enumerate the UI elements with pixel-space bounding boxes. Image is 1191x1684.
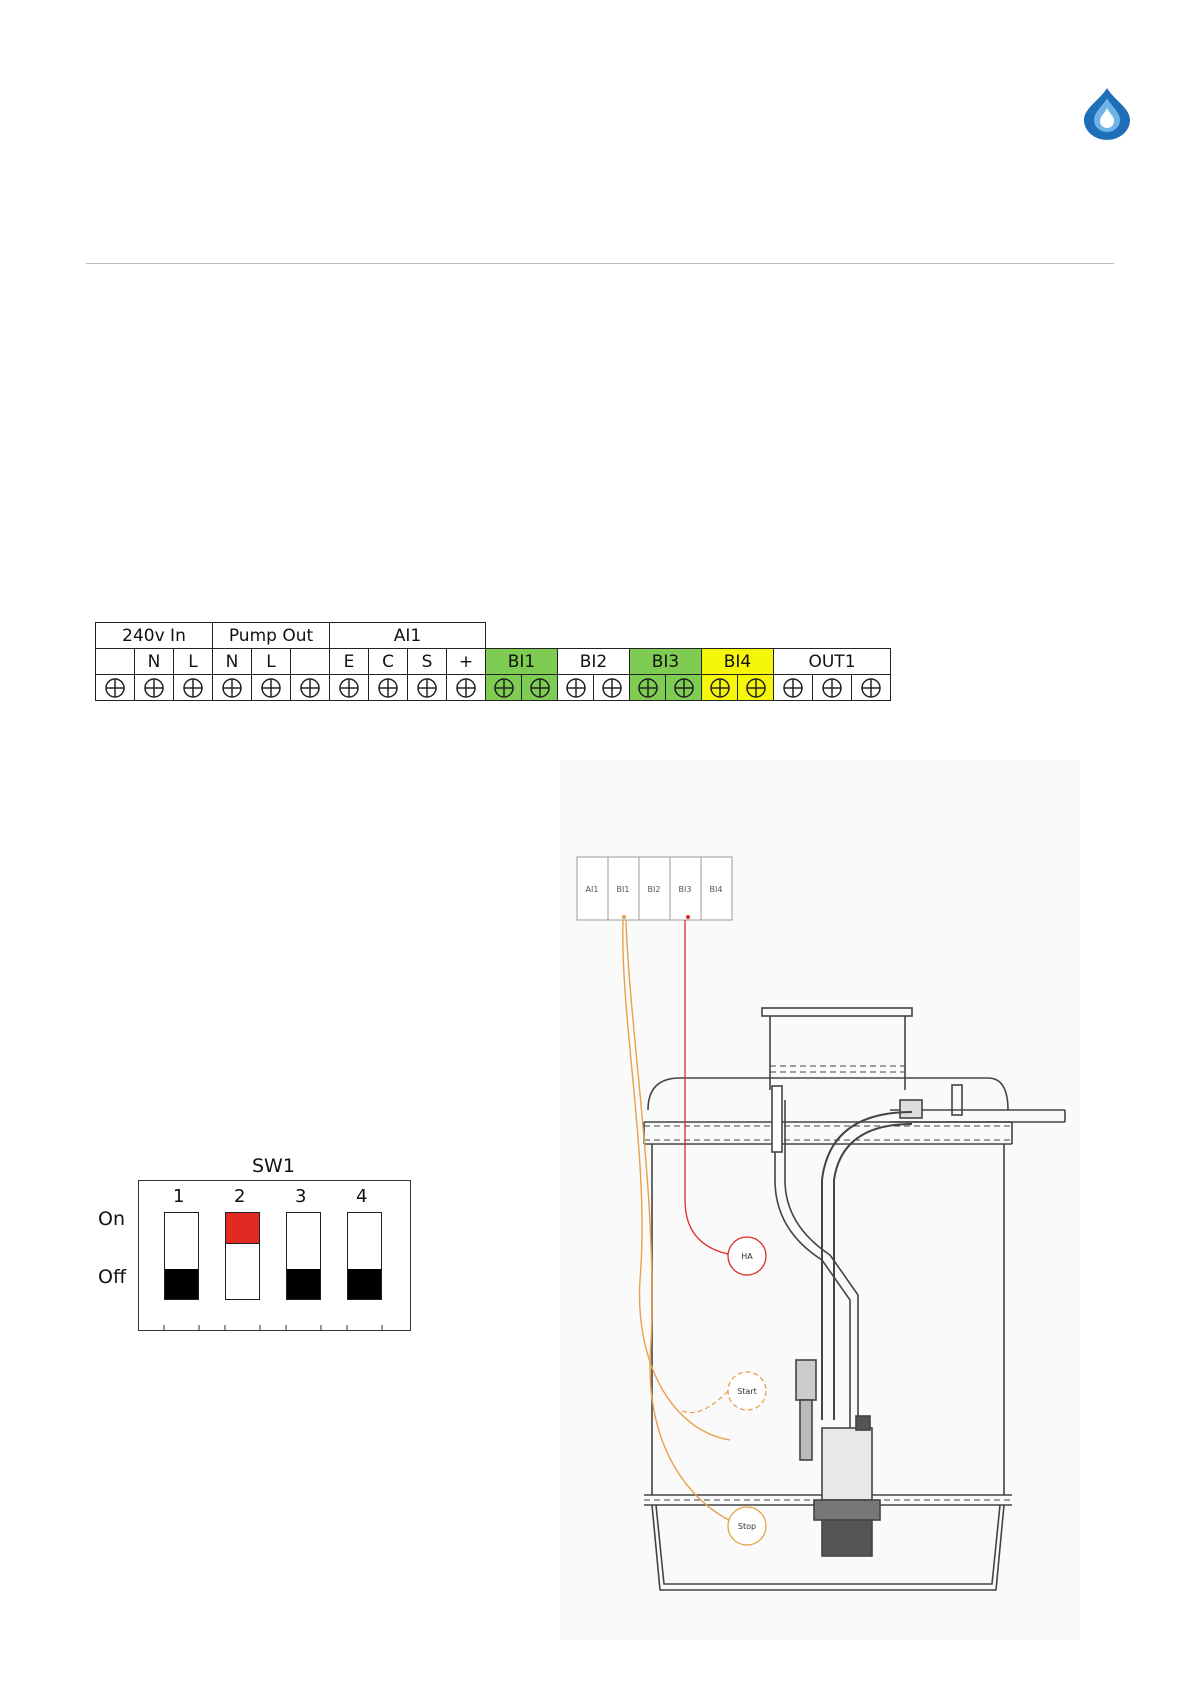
screw-terminal: [252, 675, 291, 701]
screw-icon: [143, 677, 165, 699]
switch-number-3: 3: [295, 1186, 307, 1207]
dip-switch-knob: [287, 1269, 320, 1299]
screw-icon: [493, 677, 515, 699]
input-label-bi1: BI1: [616, 885, 630, 894]
input-label-bi3: BI3: [678, 885, 692, 894]
screw-icon: [601, 677, 623, 699]
switch-number-2: 2: [234, 1186, 246, 1207]
screw-icon: [860, 677, 882, 699]
dip-switch-3[interactable]: [286, 1212, 321, 1300]
screw-terminal: [291, 675, 330, 701]
screw-terminal: [408, 675, 447, 701]
screw-icon: [104, 677, 126, 699]
switch-number-4: 4: [356, 1186, 368, 1207]
switch-title: SW1: [252, 1155, 295, 1177]
screw-icon: [673, 677, 695, 699]
dip-switch-knob: [165, 1269, 198, 1299]
label-n-out: N: [213, 649, 252, 675]
terminal-label-row: [96, 649, 891, 675]
header-divider: [86, 263, 1114, 264]
label-out1: OUT1: [774, 649, 891, 675]
switch-number-1: 1: [173, 1186, 185, 1207]
switch-on-label: On: [98, 1208, 125, 1230]
screw-icon: [709, 677, 731, 699]
label-blank-2: [291, 649, 330, 675]
float-label-stop: Stop: [737, 1522, 757, 1531]
screw-icon: [182, 677, 204, 699]
dip-switch-knob: [348, 1269, 381, 1299]
screw-icon: [565, 677, 587, 699]
terminal-block-table: [95, 622, 891, 701]
label-bi1: BI1: [486, 649, 558, 675]
screw-terminal: [96, 675, 135, 701]
label-blank-1: [96, 649, 135, 675]
dip-switch-2[interactable]: [225, 1212, 260, 1300]
label-bi4: BI4: [702, 649, 774, 675]
switch-off-label: Off: [98, 1266, 127, 1288]
label-e: E: [330, 649, 369, 675]
screw-icon: [377, 677, 399, 699]
screw-terminal: [702, 675, 738, 701]
terminal-screw-row: [96, 675, 891, 701]
dip-switch-4[interactable]: [347, 1212, 382, 1300]
level-control-diagram: [560, 760, 1080, 1640]
float-label-start: Start: [737, 1387, 757, 1396]
screw-terminal: [486, 675, 522, 701]
label-bi2: BI2: [558, 649, 630, 675]
screw-terminal: [594, 675, 630, 701]
group-pump-out: Pump Out: [213, 623, 330, 649]
label-n-in: N: [135, 649, 174, 675]
screw-icon: [416, 677, 438, 699]
screw-terminal: [774, 675, 813, 701]
screw-terminal: [135, 675, 174, 701]
screw-icon: [745, 677, 767, 699]
screw-terminal: [738, 675, 774, 701]
dip-switch-1[interactable]: [164, 1212, 199, 1300]
screw-terminal: [666, 675, 702, 701]
switch-ticks: [138, 1325, 411, 1331]
label-l-out: L: [252, 649, 291, 675]
screw-terminal: [558, 675, 594, 701]
label-bi3: BI3: [630, 649, 702, 675]
group-ai1: AI1: [330, 623, 486, 649]
screw-terminal: [213, 675, 252, 701]
screw-terminal: [369, 675, 408, 701]
label-plus: +: [447, 649, 486, 675]
input-label-ai1: AI1: [585, 885, 599, 894]
screw-icon: [637, 677, 659, 699]
screw-icon: [455, 677, 477, 699]
group-blank: [486, 623, 891, 649]
label-c: C: [369, 649, 408, 675]
input-label-bi2: BI2: [647, 885, 661, 894]
screw-icon: [221, 677, 243, 699]
float-label-ha: HA: [741, 1252, 753, 1261]
group-240v-in: 240v In: [96, 623, 213, 649]
water-drop-logo-icon: [1080, 86, 1134, 140]
screw-terminal: [852, 675, 891, 701]
screw-terminal: [813, 675, 852, 701]
terminal-group-row: [96, 623, 891, 649]
screw-icon: [299, 677, 321, 699]
screw-icon: [529, 677, 551, 699]
screw-terminal: [630, 675, 666, 701]
input-label-bi4: BI4: [709, 885, 723, 894]
screw-terminal: [174, 675, 213, 701]
screw-terminal: [522, 675, 558, 701]
screw-icon: [338, 677, 360, 699]
dip-switch-knob: [226, 1213, 259, 1244]
screw-terminal: [330, 675, 369, 701]
screw-icon: [782, 677, 804, 699]
screw-icon: [260, 677, 282, 699]
screw-icon: [821, 677, 843, 699]
label-s: S: [408, 649, 447, 675]
screw-terminal: [447, 675, 486, 701]
input-terminal-box: [577, 857, 732, 920]
label-l-in: L: [174, 649, 213, 675]
